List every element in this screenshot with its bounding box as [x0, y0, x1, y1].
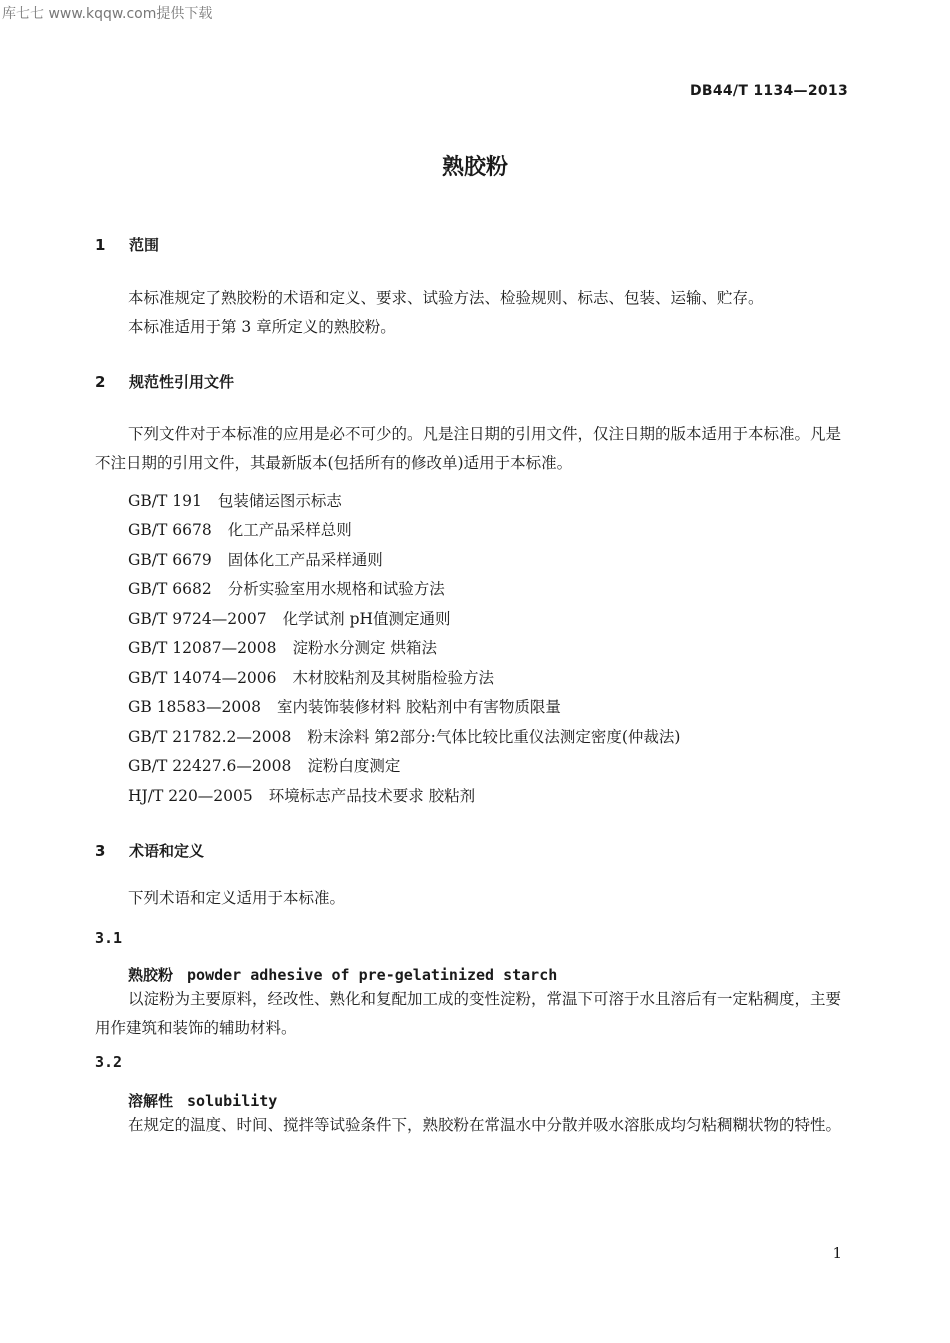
term-definition: 以淀粉为主要原料，经改性、熟化和复配加工成的变性淀粉，常温下可溶于水且溶后有一定粘稠度，主要用作建筑和装饰的辅助材料。	[95, 990, 842, 1037]
section-1-heading	[95, 234, 159, 255]
section-title: 术语和定义	[129, 842, 205, 860]
section-number: 2	[95, 373, 106, 391]
page-number: 1	[832, 1244, 842, 1262]
term-heading	[128, 1090, 277, 1111]
term-zh: 熟胶粉	[128, 966, 174, 984]
paragraph: 下列术语和定义适用于本标准。	[128, 889, 346, 907]
reference-item: GB/T 12087—2008 淀粉水分测定 烘箱法	[128, 639, 437, 657]
term-en: solubility	[187, 1092, 278, 1110]
section-number: 1	[95, 236, 106, 254]
paragraph: 本标准适用于第 3 章所定义的熟胶粉。	[128, 318, 396, 336]
section-title: 范围	[129, 236, 160, 254]
paragraph: 下列文件对于本标准的应用是必不可少的。凡是注日期的引用文件，仅注日期的版本适用于本标准。凡是不注日期的引用文件，其最新版本(包括所有的修改单)适用于本标准。	[95, 425, 842, 472]
watermark: 库七七 www.kqqw.com提供下载	[2, 6, 213, 22]
reference-item: GB/T 21782.2—2008 粉末涂料 第2部分:气体比较比重仪法测定密度(仲裁法)	[128, 728, 681, 746]
reference-item: HJ/T 220—2005 环境标志产品技术要求 胶粘剂	[128, 787, 476, 805]
term-definition: 在规定的温度、时间、搅拌等试验条件下，熟胶粉在常温水中分散并吸水溶胀成均匀粘稠糊状物的特性。	[128, 1116, 842, 1134]
term-number: 3.1	[95, 929, 123, 947]
reference-item: GB 18583—2008 室内装饰装修材料 胶粘剂中有害物质限量	[128, 698, 561, 716]
page-title: 熟胶粉	[441, 155, 508, 180]
reference-item: GB/T 9724—2007 化学试剂 pH值测定通则	[128, 610, 451, 628]
section-title: 规范性引用文件	[129, 373, 235, 391]
term-number: 3.2	[95, 1053, 123, 1071]
reference-item: GB/T 14074—2006 木材胶粘剂及其树脂检验方法	[128, 669, 495, 687]
term-heading	[128, 964, 557, 985]
paragraph: 本标准规定了熟胶粉的术语和定义、要求、试验方法、检验规则、标志、包装、运输、贮存。	[128, 289, 764, 307]
term-en: powder adhesive of pre-gelatinized starch	[187, 966, 558, 984]
term-zh: 溶解性	[128, 1092, 174, 1110]
reference-item: GB/T 6682 分析实验室用水规格和试验方法	[128, 580, 445, 598]
standard-number: DB44/T 1134—2013	[689, 83, 848, 99]
section-number: 3	[95, 842, 106, 860]
reference-item: GB/T 191 包装储运图示标志	[128, 492, 342, 510]
section-2-heading	[95, 371, 234, 392]
reference-item: GB/T 22427.6—2008 淀粉白度测定	[128, 757, 401, 775]
reference-item: GB/T 6678 化工产品采样总则	[128, 521, 352, 539]
section-3-heading	[95, 840, 204, 861]
reference-item: GB/T 6679 固体化工产品采样通则	[128, 551, 383, 569]
